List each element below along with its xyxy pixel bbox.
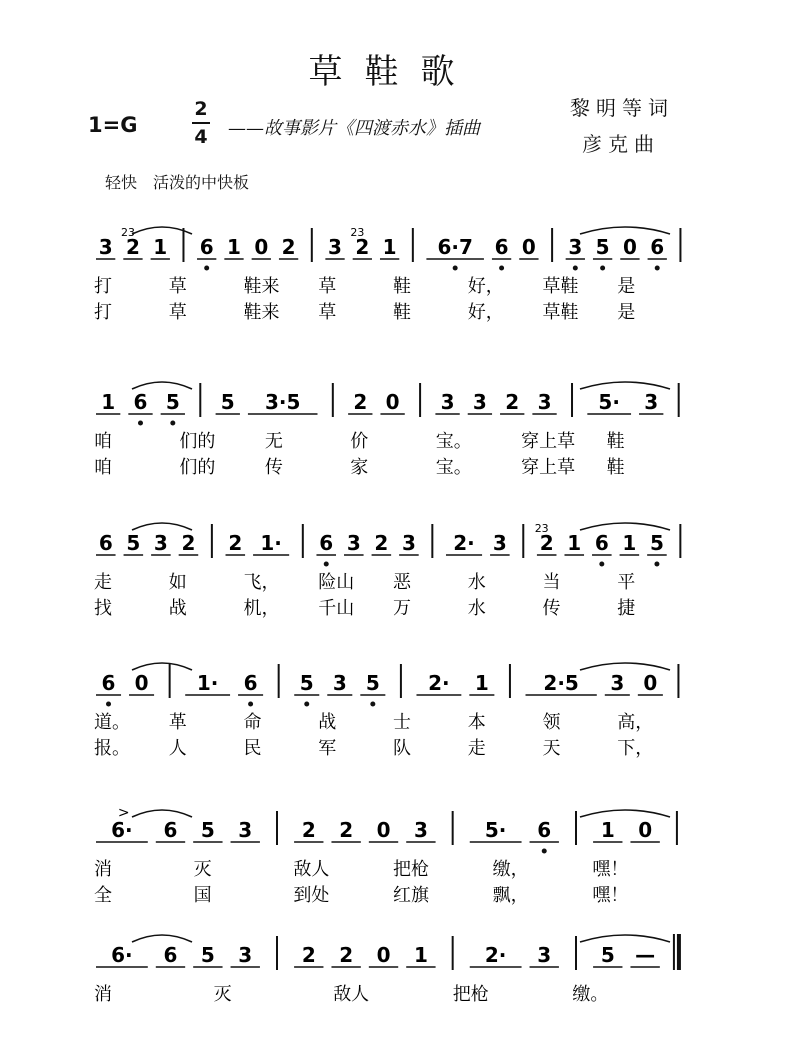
note: 2· [428,671,450,695]
score-row [0,212,785,342]
note: 2 [228,531,243,555]
note: 5 [299,671,314,695]
note: 2 [353,390,368,414]
lyric-word: 们的 [179,457,216,478]
note: 3 [401,531,416,555]
lyric-word: 草 [168,302,187,323]
slur [132,663,192,670]
lyric-word: 高， [617,712,654,733]
note: 5 [595,235,610,259]
note: 5 [200,943,215,967]
slur [132,810,192,817]
lyric-word: 草 [168,276,187,297]
note: 6 [163,818,178,842]
octave-dot [655,266,660,271]
note: 6 [98,531,113,555]
lyric-word: 平 [617,572,636,593]
note: 0 [376,818,391,842]
lyric-word: 走 [94,572,112,593]
slur [580,227,670,234]
note: 2 [339,818,354,842]
lyric-word: 鞋 [606,431,625,452]
octave-dot [600,266,605,271]
lyric-word: 民 [243,738,262,759]
score-row [0,795,785,925]
lyric-word: 们的 [179,431,216,452]
note: 3 [537,390,552,414]
note: 6·7 [437,235,473,259]
note: 5 [200,818,215,842]
composer-credit: 彦克曲 [582,132,660,156]
note: 1 [413,943,428,967]
note: 2 [125,235,140,259]
lyric-word: 找 [94,598,112,619]
grace-note: 23 [350,226,365,239]
note: 2 [281,235,296,259]
lyric-word: 缴， [492,859,529,880]
score-row [0,920,785,1050]
lyric-word: 把枪 [393,859,429,880]
lyric-word: 草 [318,302,337,323]
lyric-word: 价 [350,431,369,452]
note: 0 [643,671,658,695]
lyric-word: 传 [264,457,283,478]
note: 5· [598,390,620,414]
note: 0 [134,671,149,695]
lyric-word: 道。 [94,712,130,733]
note: 1· [196,671,219,695]
note: 6 [319,531,334,555]
note: 1 [101,390,116,414]
lyric-word: 咱 [94,457,112,478]
lyric-word: 嘿！ [592,859,629,880]
note: 3·5 [264,390,301,414]
note: 3 [332,671,347,695]
note: 6 [594,531,609,555]
lyricist-credit: 黎明等词 [570,96,674,120]
slur [580,810,670,817]
note: 3 [238,818,253,842]
lyric-word: 险山 [318,572,355,593]
note: 3 [644,390,659,414]
lyric-word: 打 [94,276,112,297]
note: 3 [98,235,113,259]
lyric-word: 鞋 [393,302,411,323]
lyric-word: 消 [94,984,112,1005]
slur [580,663,670,670]
note: 3 [238,943,253,967]
note: 0 [622,235,637,259]
note: 6 [243,671,258,695]
lyric-word: 穿上草 [521,431,576,452]
lyric-word: 敌人 [293,859,330,880]
note: 1 [600,818,615,842]
slur [580,382,670,389]
note: 6 [199,235,214,259]
lyric-word: 咱 [94,431,112,452]
lyric-word: 军 [318,738,337,759]
note: 0 [521,235,536,259]
note: 3 [440,390,455,414]
lyric-word: 命 [243,712,262,733]
note: 3 [346,531,361,555]
slur [580,935,670,942]
lyric-word: 宝。 [435,457,472,478]
note: 2 [301,818,316,842]
lyric-word: 战 [168,598,187,619]
note: 3 [328,235,342,259]
lyric-word: 人 [168,738,187,759]
note: 1 [382,235,397,259]
note: 2 [301,943,316,967]
lyric-word: 本 [467,712,486,733]
lyric-word: 草 [318,276,337,297]
note: 1· [260,531,282,555]
lyric-word: 家 [350,457,369,478]
lyric-word: 全 [94,885,112,906]
note: 3 [413,818,428,842]
slur [132,382,192,389]
lyric-word: 恶 [393,572,411,593]
song-subtitle: ——故事影片《四渡赤水》插曲 [228,118,480,139]
lyric-word: 天 [542,738,561,759]
note: 2 [355,235,370,259]
lyric-word: 领 [542,712,561,733]
note: 5 [220,390,235,414]
lyric-word: 水 [467,598,486,619]
note: 6· [111,943,133,967]
score-row [0,367,785,497]
lyric-word: 草鞋 [542,276,579,297]
lyric-word: 缴。 [572,984,609,1005]
lyric-word: 是 [617,276,636,297]
lyric-word: 鞋来 [243,276,280,297]
note: 6 [494,235,509,259]
lyric-word: 灭 [213,984,232,1005]
lyric-word: 灭 [193,859,212,880]
key-signature: 1=G [88,113,138,137]
octave-dot [370,702,375,707]
note: 6 [650,235,665,259]
octave-dot [573,266,578,271]
lyric-word: 捷 [617,598,636,619]
note: 0 [385,390,400,414]
lyric-word: 好， [467,302,504,323]
lyric-word: 敌人 [333,984,370,1005]
note: 2· [453,531,475,555]
lyric-word: 穿上草 [521,457,576,478]
note: 6 [163,943,178,967]
lyric-word: 打 [94,302,112,323]
octave-dot [204,266,209,271]
accent-mark: > [117,805,130,821]
note: 6 [101,671,116,695]
note: 5 [600,943,615,967]
score-row [0,508,785,638]
score-row [0,648,785,778]
lyric-word: 飞， [243,572,280,593]
note: 3 [472,390,487,414]
note: 5 [126,531,141,555]
lyric-word: 飘， [492,885,529,906]
note: 2· [484,943,507,967]
octave-dot [654,562,659,567]
lyric-word: 草鞋 [542,302,579,323]
octave-dot [324,562,329,567]
octave-dot [138,421,143,426]
octave-dot [304,702,309,707]
lyric-word: 到处 [293,885,330,906]
note: 1 [622,531,637,555]
note: 3 [492,531,507,555]
tempo-marking: 轻快 活泼的中快板 [105,173,250,192]
lyric-word: 如 [168,572,187,593]
lyric-word: 水 [467,572,486,593]
note: 0 [254,235,269,259]
octave-dot [542,849,547,854]
time-signature-bottom: 4 [194,126,208,148]
note: 1 [567,531,582,555]
note: 6 [537,818,552,842]
lyric-word: 国 [193,885,212,906]
time-signature [186,97,216,149]
note: 2 [505,390,520,414]
note: 6 [133,390,148,414]
lyric-word: 走 [467,738,486,759]
lyric-word: 无 [264,431,283,452]
note: 3 [610,671,625,695]
lyric-word: 机， [243,598,280,619]
note: 2 [539,531,554,555]
lyric-word: 把枪 [452,984,489,1005]
note: 2·5 [543,671,579,695]
grace-note: 23 [534,522,549,535]
time-signature-line [192,122,210,124]
lyric-word: 嘿！ [592,885,629,906]
lyric-word: 下， [617,738,654,759]
note: 1 [227,235,241,259]
note: 3 [568,235,583,259]
note: 5· [484,818,507,842]
note: 5 [365,671,380,695]
note: 2 [339,943,354,967]
note: 0 [376,943,391,967]
time-signature-top: 2 [194,98,208,120]
note: 1 [153,235,168,259]
lyric-word: 消 [94,859,112,880]
lyric-word: 鞋 [393,276,411,297]
lyric-word: 战 [318,712,337,733]
note: — [635,943,656,967]
lyric-word: 是 [617,302,636,323]
lyric-word: 革 [168,712,187,733]
lyric-word: 好， [467,276,504,297]
octave-dot [499,266,504,271]
note: 3 [153,531,168,555]
grace-note: 23 [120,226,135,239]
lyric-word: 报。 [94,738,130,759]
octave-dot [106,702,111,707]
lyric-word: 红旗 [393,885,429,906]
slur [580,523,670,530]
note: 6· [111,818,133,842]
note: 3 [537,943,552,967]
lyric-word: 鞋 [606,457,625,478]
lyric-word: 千山 [318,598,355,619]
lyric-word: 鞋来 [243,302,280,323]
lyric-word: 传 [542,598,561,619]
octave-dot [170,421,175,426]
note: 0 [638,818,653,842]
note: 5 [165,390,180,414]
note: 2 [374,531,389,555]
note: 5 [649,531,664,555]
lyric-word: 当 [542,572,561,593]
lyric-word: 队 [393,738,411,759]
octave-dot [248,702,253,707]
octave-dot [453,266,458,271]
song-title: 草鞋歌 [308,52,477,92]
note: 1 [474,671,489,695]
lyric-word: 宝。 [435,431,472,452]
note: 2 [181,531,196,555]
slur [132,523,192,530]
lyric-word: 万 [393,598,411,619]
octave-dot [599,562,604,567]
lyric-word: 士 [393,712,411,733]
slur [132,935,192,942]
